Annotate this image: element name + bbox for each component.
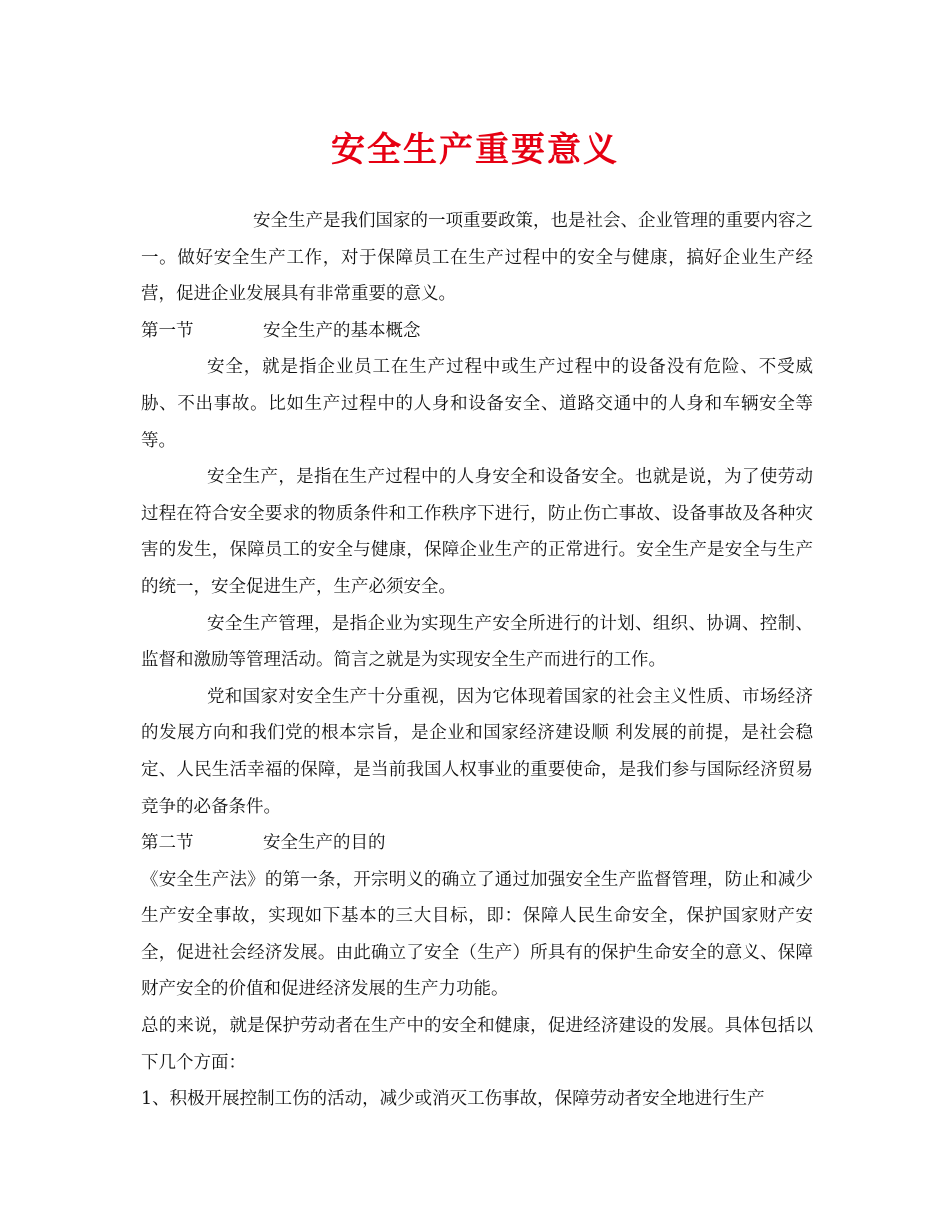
document-title: 安全生产重要意义 [331, 130, 619, 170]
document-body [141, 203, 813, 1118]
paragraph: 安全生产管理，是指企业为实现生产安全所进行的计划、组织、协调、控制、监督和激励等管理活动。简言之就是为实现安全生产而进行的工作。 [141, 613, 813, 671]
section-title: 安全生产的基本概念 [263, 320, 421, 341]
paragraph: 党和国家对安全生产十分重视，因为它体现着国家的社会主义性质、市场经济的发展方向和我们党的根本宗旨，是企业和国家经济建设顺 利发展的前提，是社会稳定、人民生活幸福的保障，是当前我国人权事业的重要使命，是我们参与国际经济贸易竞争的必备条件。 [141, 686, 813, 817]
paragraph: 安全，就是指企业员工在生产过程中或生产过程中的设备没有危险、不受威胁、不出事故。比如生产过程中的人身和设备安全、道路交通中的人身和车辆安全等等。 [141, 357, 813, 451]
section-title: 安全生产的目的 [263, 833, 386, 854]
section-heading-1 [141, 313, 813, 350]
paragraph: 安全生产，是指在生产过程中的人身安全和设备安全。也就是说，为了使劳动过程在符合安全要求的物质条件和工作秩序下进行，防止伤亡事故、设备事故及各种灾害的发生，保障员工的安全与健康，保障企业生产的正常进行。安全生产是安全与生产的统一，安全促进生产，生产必须安全。 [141, 467, 813, 597]
section-heading-2 [141, 825, 813, 862]
section-number: 第二节 [141, 833, 194, 854]
paragraph: 总的来说，就是保护劳动者在生产中的安全和健康，促进经济建设的发展。具体包括以下几个方面： [141, 1016, 813, 1073]
intro-paragraph: 安全生产是我们国家的一项重要政策，也是社会、企业管理的重要内容之一。做好安全生产工作，对于保障员工在生产过程中的安全与健康，搞好企业生产经营，促进企业发展具有非常重要的意义。 [141, 211, 813, 305]
paragraph: 1、积极开展控制工伤的活动，减少或消灭工伤事故，保障劳动者安全地进行生产 [141, 1089, 765, 1110]
paragraph: 《安全生产法》的第一条，开宗明义的确立了通过加强安全生产监督管理，防止和减少生产安全事故，实现如下基本的三大目标，即：保障人民生命安全，保护国家财产安全，促进社会经济发展。由此确立了安全（生产）所具有的保护生命安全的意义、保障财产安全的价值和促进经济发展的生产力功能。 [141, 869, 813, 1000]
section-number: 第一节 [141, 320, 194, 341]
